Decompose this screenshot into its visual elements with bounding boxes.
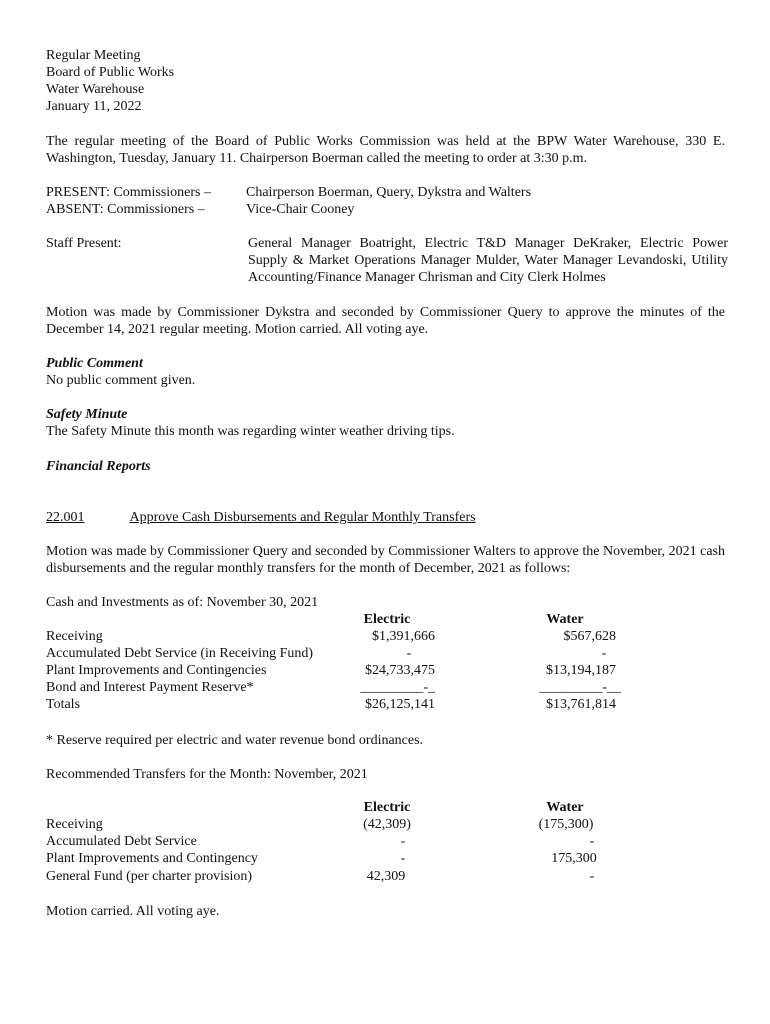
absent-names: Vice-Chair Cooney xyxy=(246,202,355,217)
row-label: Receiving xyxy=(46,629,103,644)
row-water: (175,300) xyxy=(538,817,594,832)
header-date: January 11, 2022 xyxy=(46,99,142,114)
staff-label: Staff Present: xyxy=(46,236,122,251)
absent-label: ABSENT: Commissioners – xyxy=(46,202,205,217)
item-motion: Motion was made by Commissioner Query and seconded by Commissioner Walters to approve the November, 2021 cash disbursements and the regular monthly transfers for the month of December, 2021 as follows: xyxy=(46,544,725,576)
row-electric: $24,733,475 xyxy=(365,663,435,678)
row-electric: 42,309 xyxy=(366,869,406,884)
staff-names: General Manager Boatright, Electric T&D Manager DeKraker, Electric Power Supply & Market Operations Manager Mulder, Water Manager Levandoski, Utility Accounting/Finance Manager Chrisman and City Clerk Holmes xyxy=(248,236,728,285)
row-water: - xyxy=(601,646,607,661)
row-label: Bond and Interest Payment Reserve* xyxy=(46,680,254,695)
transfers-col-water: Water xyxy=(546,800,584,815)
closing-motion: Motion carried. All voting aye. xyxy=(46,904,220,919)
cash-col-electric: Electric xyxy=(363,612,411,627)
row-electric: - xyxy=(400,851,406,866)
header-meeting-type: Regular Meeting xyxy=(46,48,141,63)
public-comment-text: No public comment given. xyxy=(46,373,196,388)
row-electric: _________-_ xyxy=(360,680,435,695)
row-label: Accumulated Debt Service xyxy=(46,834,197,849)
row-label: General Fund (per charter provision) xyxy=(46,869,253,884)
public-comment-heading: Public Comment xyxy=(46,356,143,371)
transfers-table-title: Recommended Transfers for the Month: November, 2021 xyxy=(46,767,368,782)
reserve-note: * Reserve required per electric and water revenue bond ordinances. xyxy=(46,733,424,748)
header-location: Water Warehouse xyxy=(46,82,145,97)
row-electric: $26,125,141 xyxy=(365,697,435,712)
row-electric: $1,391,666 xyxy=(372,629,435,644)
header-board-name: Board of Public Works xyxy=(46,65,175,80)
row-electric: - xyxy=(406,646,412,661)
intro-paragraph: The regular meeting of the Board of Public Works Commission was held at the BPW Water Warehouse, 330 E. Washington, Tuesday, January 11. Chairperson Boerman called the meeting to order at 3:30 p.m. xyxy=(46,134,725,166)
present-label: PRESENT: Commissioners – xyxy=(46,185,211,200)
agenda-item-heading xyxy=(46,509,495,526)
row-water: $13,761,814 xyxy=(546,697,616,712)
safety-minute-text: The Safety Minute this month was regarding winter weather driving tips. xyxy=(46,424,455,439)
financial-reports-heading: Financial Reports xyxy=(46,459,151,474)
cash-table-title: Cash and Investments as of: November 30, 2021 xyxy=(46,595,319,610)
row-electric: (42,309) xyxy=(363,817,411,832)
agenda-item-number: 22.001 xyxy=(46,510,85,525)
row-water: $13,194,187 xyxy=(546,663,616,678)
present-names: Chairperson Boerman, Query, Dykstra and Walters xyxy=(246,185,532,200)
agenda-item-title: Approve Cash Disbursements and Regular Monthly Transfers xyxy=(129,510,476,525)
safety-minute-heading: Safety Minute xyxy=(46,407,128,422)
row-water: 175,300 xyxy=(551,851,597,866)
row-water: - xyxy=(589,869,595,884)
row-water: _________-__ xyxy=(539,680,621,695)
minutes-motion: Motion was made by Commissioner Dykstra and seconded by Commissioner Query to approve the minutes of the December 14, 2021 regular meeting. Motion carried. All voting aye. xyxy=(46,305,725,337)
row-electric: - xyxy=(400,834,406,849)
cash-col-water: Water xyxy=(546,612,584,627)
row-label: Plant Improvements and Contingencies xyxy=(46,663,267,678)
row-label: Receiving xyxy=(46,817,103,832)
row-label: Totals xyxy=(46,697,81,712)
transfers-col-electric: Electric xyxy=(363,800,411,815)
row-label: Accumulated Debt Service (in Receiving Fund) xyxy=(46,646,314,661)
row-water: - xyxy=(589,834,595,849)
row-water: $567,628 xyxy=(563,629,616,644)
row-label: Plant Improvements and Contingency xyxy=(46,851,258,866)
